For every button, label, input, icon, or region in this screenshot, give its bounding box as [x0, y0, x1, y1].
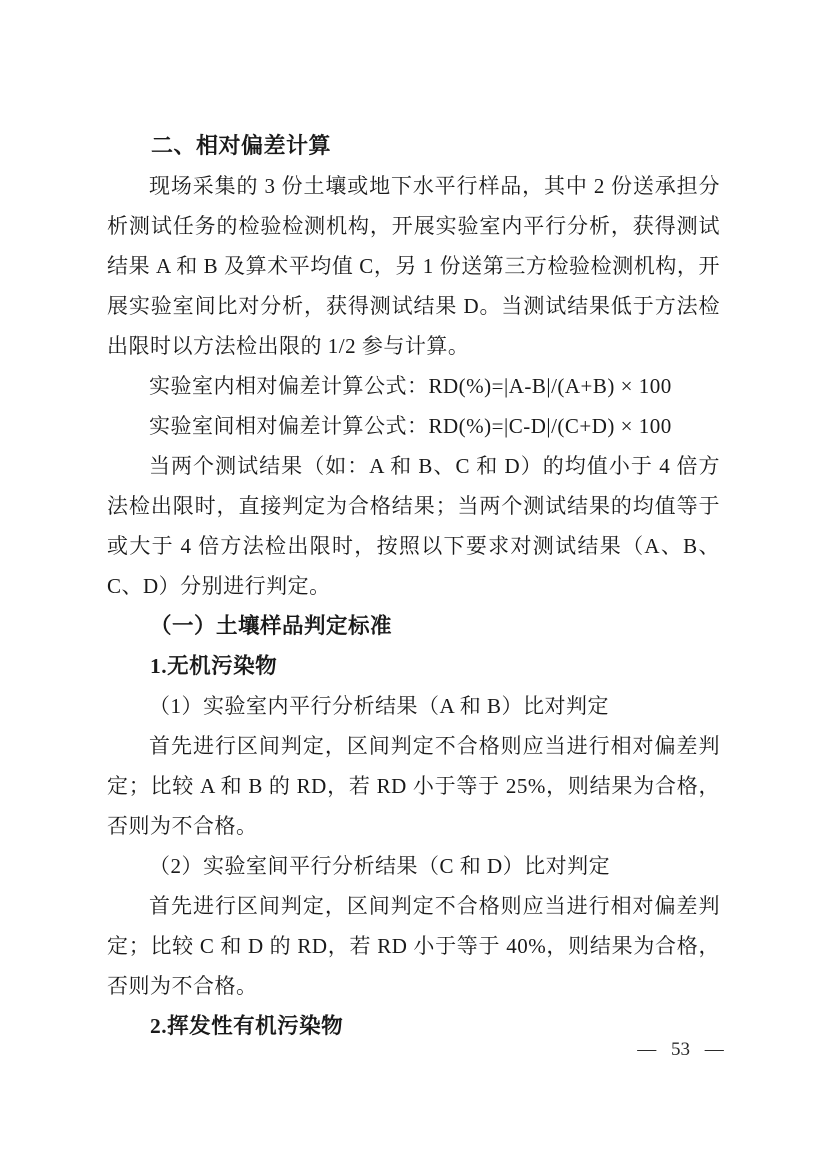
item-heading-volatile-organic-pollutants: 2.挥发性有机污染物: [150, 1014, 344, 1038]
subitem-inter-lab-comparison: （2）实验室间平行分析结果（C 和 D）比对判定: [149, 854, 611, 878]
document-body: [107, 126, 720, 1046]
formula-inter-lab-rd: 实验室间相对偏差计算公式：RD(%)=|C-D|/(C+D) × 100: [149, 414, 672, 438]
paragraph-judgement-rule: 当两个测试结果（如：A 和 B、C 和 D）的均值小于 4 倍方法检出限时，直接判定为合格结果；当两个测试结果的均值等于或大于 4 倍方法检出限时，按照以下要求对测试结果（A、B、C、D）分别进行判定。: [107, 454, 720, 598]
paragraph-inter-lab-rule: 首先进行区间判定，区间判定不合格则应当进行相对偏差判定；比较 C 和 D 的 RD，若 RD 小于等于 40%，则结果为合格，否则为不合格。: [107, 894, 720, 998]
section-heading: 二、相对偏差计算: [151, 133, 332, 158]
paragraph-sampling-overview: 现场采集的 3 份土壤或地下水平行样品，其中 2 份送承担分析测试任务的检验检测机构，开展实验室内平行分析，获得测试结果 A 和 B 及算术平均值 C，另 1 份送第三方检验检测机构，开展实验室间比对分析，获得测试结果 D。当测试结果低于方法检出限时以方法检出限的 1/2 参与计算。: [107, 174, 720, 358]
page-number: — 53 —: [637, 1039, 724, 1060]
formula-intra-lab-rd: 实验室内相对偏差计算公式：RD(%)=|A-B|/(A+B) × 100: [149, 374, 672, 398]
paragraph-intra-lab-rule: 首先进行区间判定，区间判定不合格则应当进行相对偏差判定；比较 A 和 B 的 RD，若 RD 小于等于 25%，则结果为合格，否则为不合格。: [107, 734, 720, 838]
subsection-heading-soil-criteria: （一）土壤样品判定标准: [150, 614, 393, 638]
item-heading-inorganic-pollutants: 1.无机污染物: [150, 654, 278, 678]
subitem-intra-lab-comparison: （1）实验室内平行分析结果（A 和 B）比对判定: [149, 694, 610, 718]
